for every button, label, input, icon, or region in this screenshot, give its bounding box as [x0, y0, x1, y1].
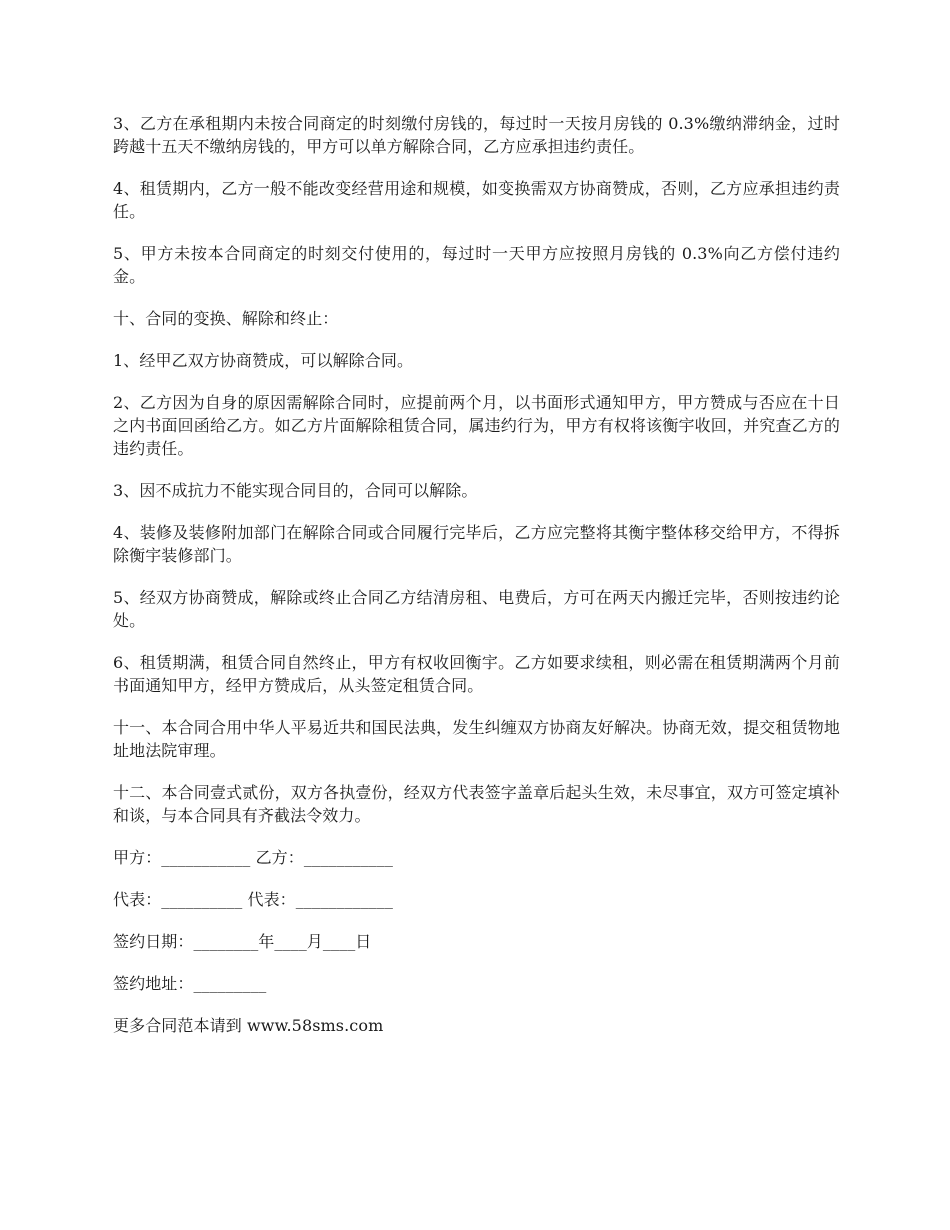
document-page [113, 112, 840, 1056]
signing-date-line: 签约日期：________年____月____日 [113, 932, 372, 951]
party-signature-line: 甲方：___________ 乙方：___________ [113, 848, 393, 867]
clause-3-late-rent: 3、乙方在承租期内未按合同商定的时刻缴付房钱的，每过时一天按月房钱的 0.3%缴纳滞纳金，过时跨越十五天不缴纳房钱的，甲方可以单方解除合同，乙方应承担违约责任。 [113, 114, 840, 156]
clause-10-4: 4、装修及装修附加部门在解除合同或合同履行完毕后，乙方应完整将其衡宇整体移交给甲方，不得拆除衡宇装修部门。 [113, 523, 840, 565]
section-11: 十一、本合同合用中华人平易近共和国民法典，发生纠缠双方协商友好解决。协商无效，提交租赁物地址地法院审理。 [113, 718, 840, 760]
clause-10-2: 2、乙方因为自身的原因需解除合同时，应提前两个月，以书面形式通知甲方，甲方赞成与否应在十日之内书面回函给乙方。如乙方片面解除租赁合同，属违约行为，甲方有权将该衡宇收回，并究查乙方的违约责任。 [113, 393, 840, 458]
clause-10-6: 6、租赁期满，租赁合同自然终止，甲方有权收回衡宇。乙方如要求续租，则必需在租赁期满两个月前书面通知甲方，经甲方赞成后，从头签定租赁合同。 [113, 653, 840, 695]
clause-10-3: 3、因不成抗力不能实现合同目的，合同可以解除。 [113, 481, 478, 500]
section-10-heading: 十、合同的变换、解除和终止： [113, 309, 339, 328]
section-12: 十二、本合同壹式贰份，双方各执壹份，经双方代表签字盖章后起头生效，未尽事宜，双方可签定填补和谈，与本合同具有齐截法令效力。 [113, 783, 840, 825]
clause-10-5: 5、经双方协商赞成，解除或终止合同乙方结清房租、电费后，方可在两天内搬迁完毕，否则按违约论处。 [113, 588, 840, 630]
signing-address-line: 签约地址：_________ [113, 974, 267, 993]
clause-5-late-delivery: 5、甲方未按本合同商定的时刻交付使用的，每过时一天甲方应按照月房钱的 0.3%向乙方偿付违约金。 [113, 244, 840, 286]
clause-4-usage-change: 4、租赁期内，乙方一般不能改变经营用途和规模，如变换需双方协商赞成，否则，乙方应承担违约责任。 [113, 179, 840, 221]
representative-signature-line: 代表：__________ 代表：____________ [113, 890, 393, 909]
footer-more-templates: 更多合同范本请到 www.58sms.com [113, 1016, 384, 1035]
clause-10-1: 1、经甲乙双方协商赞成，可以解除合同。 [113, 351, 414, 370]
